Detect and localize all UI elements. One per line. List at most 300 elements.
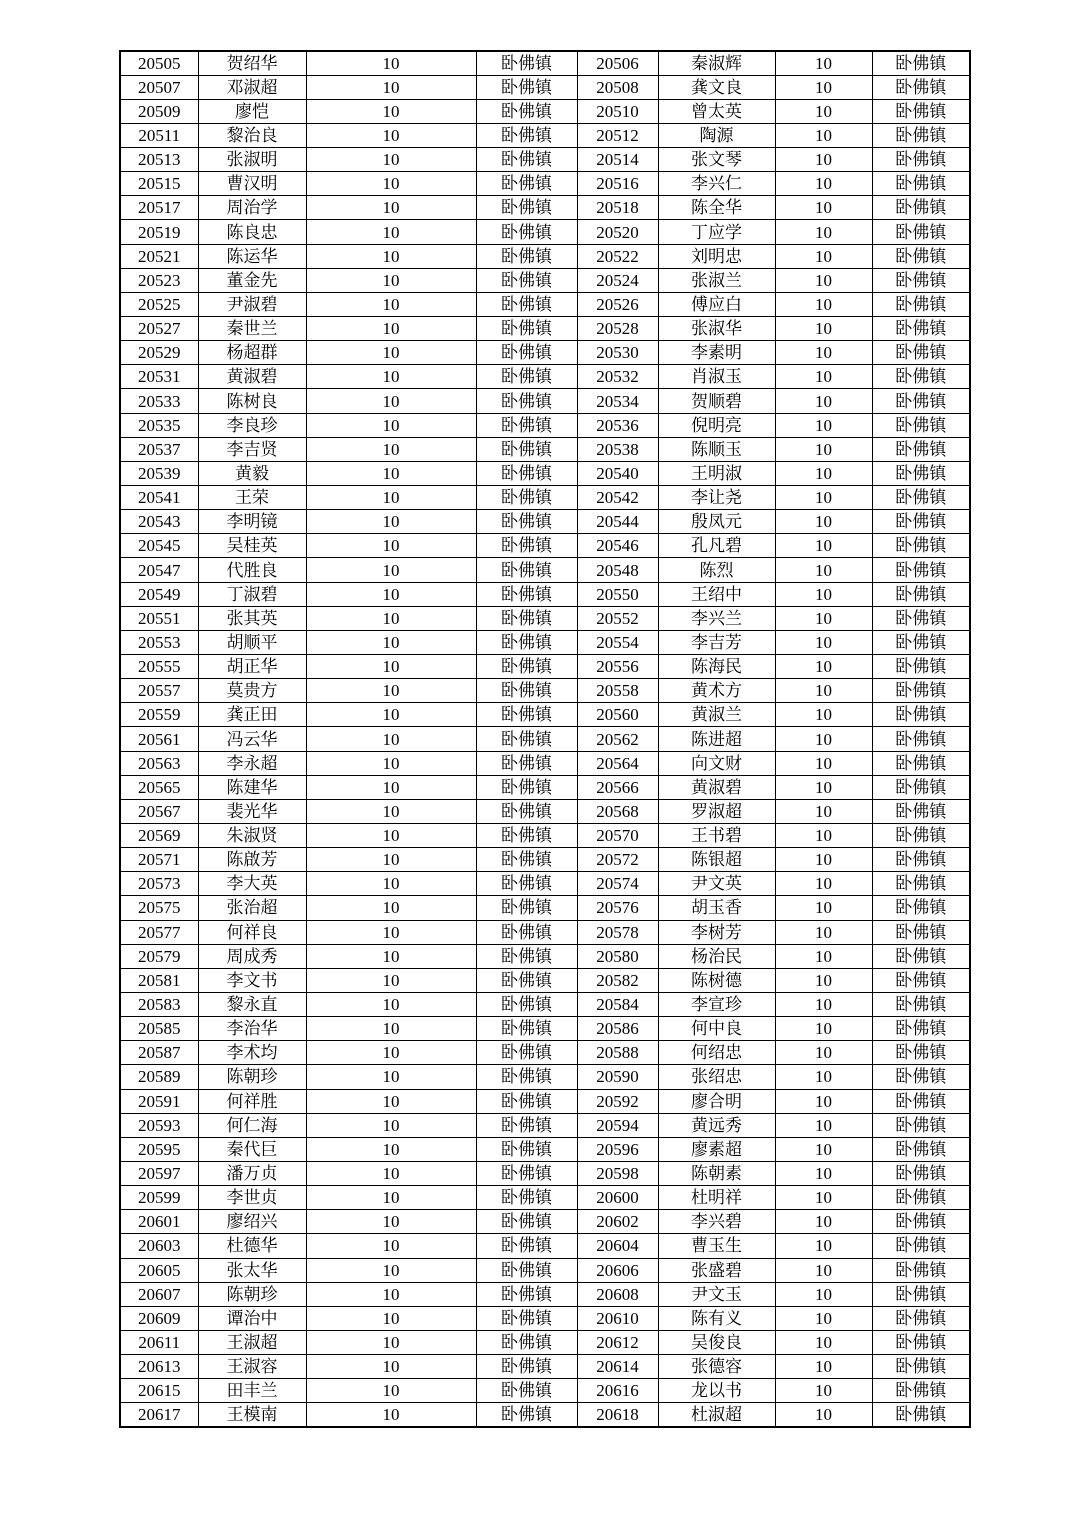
town-cell: 卧佛镇: [476, 1355, 577, 1379]
name-cell: 陈树良: [198, 389, 306, 413]
name-cell: 张太华: [198, 1258, 306, 1282]
name-cell: 龚正田: [198, 703, 306, 727]
town-cell: 卧佛镇: [476, 944, 577, 968]
amount-cell: 10: [306, 896, 476, 920]
table-row: [120, 413, 970, 437]
amount-cell: 10: [775, 268, 872, 292]
name-cell: 黄淑碧: [198, 365, 306, 389]
name-cell: 李树芳: [658, 920, 775, 944]
roster-table-body: [120, 51, 970, 1427]
amount-cell: 10: [775, 534, 872, 558]
name-cell: 李吉贤: [198, 437, 306, 461]
amount-cell: 10: [775, 679, 872, 703]
id-cell: 20527: [120, 317, 198, 341]
id-cell: 20540: [577, 461, 658, 485]
name-cell: 黄毅: [198, 461, 306, 485]
town-cell: 卧佛镇: [476, 1137, 577, 1161]
table-row: [120, 896, 970, 920]
id-cell: 20580: [577, 944, 658, 968]
table-row: [120, 1282, 970, 1306]
town-cell: 卧佛镇: [476, 1041, 577, 1065]
amount-cell: 10: [306, 292, 476, 316]
id-cell: 20561: [120, 727, 198, 751]
roster-table: [119, 50, 971, 1428]
name-cell: 李兴兰: [658, 606, 775, 630]
table-row: [120, 437, 970, 461]
amount-cell: 10: [775, 703, 872, 727]
town-cell: 卧佛镇: [872, 679, 970, 703]
town-cell: 卧佛镇: [872, 1282, 970, 1306]
name-cell: 裴光华: [198, 799, 306, 823]
name-cell: 杜德华: [198, 1234, 306, 1258]
id-cell: 20516: [577, 172, 658, 196]
amount-cell: 10: [775, 99, 872, 123]
name-cell: 黄淑碧: [658, 775, 775, 799]
amount-cell: 10: [306, 1306, 476, 1330]
town-cell: 卧佛镇: [872, 1355, 970, 1379]
id-cell: 20578: [577, 920, 658, 944]
town-cell: 卧佛镇: [476, 486, 577, 510]
town-cell: 卧佛镇: [476, 1258, 577, 1282]
table-row: [120, 365, 970, 389]
town-cell: 卧佛镇: [476, 51, 577, 75]
id-cell: 20613: [120, 1355, 198, 1379]
amount-cell: 10: [775, 244, 872, 268]
amount-cell: 10: [775, 123, 872, 147]
id-cell: 20512: [577, 123, 658, 147]
town-cell: 卧佛镇: [872, 1330, 970, 1354]
amount-cell: 10: [775, 1379, 872, 1403]
id-cell: 20505: [120, 51, 198, 75]
table-row: [120, 1258, 970, 1282]
town-cell: 卧佛镇: [872, 1065, 970, 1089]
amount-cell: 10: [306, 534, 476, 558]
amount-cell: 10: [775, 872, 872, 896]
name-cell: 曾太英: [658, 99, 775, 123]
name-cell: 莫贵方: [198, 679, 306, 703]
name-cell: 何绍忠: [658, 1041, 775, 1065]
id-cell: 20559: [120, 703, 198, 727]
amount-cell: 10: [306, 317, 476, 341]
name-cell: 潘万贞: [198, 1161, 306, 1185]
table-row: [120, 244, 970, 268]
town-cell: 卧佛镇: [476, 1330, 577, 1354]
amount-cell: 10: [306, 655, 476, 679]
name-cell: 胡正华: [198, 655, 306, 679]
name-cell: 李素明: [658, 341, 775, 365]
amount-cell: 10: [306, 1258, 476, 1282]
id-cell: 20506: [577, 51, 658, 75]
id-cell: 20600: [577, 1186, 658, 1210]
name-cell: 廖恺: [198, 99, 306, 123]
amount-cell: 10: [306, 630, 476, 654]
town-cell: 卧佛镇: [872, 558, 970, 582]
id-cell: 20542: [577, 486, 658, 510]
name-cell: 曹玉生: [658, 1234, 775, 1258]
town-cell: 卧佛镇: [872, 365, 970, 389]
name-cell: 丁淑碧: [198, 582, 306, 606]
id-cell: 20508: [577, 75, 658, 99]
town-cell: 卧佛镇: [872, 510, 970, 534]
id-cell: 20509: [120, 99, 198, 123]
town-cell: 卧佛镇: [476, 196, 577, 220]
town-cell: 卧佛镇: [476, 582, 577, 606]
name-cell: 陈有义: [658, 1306, 775, 1330]
name-cell: 曹汉明: [198, 172, 306, 196]
name-cell: 龚文良: [658, 75, 775, 99]
name-cell: 傅应白: [658, 292, 775, 316]
town-cell: 卧佛镇: [476, 99, 577, 123]
id-cell: 20581: [120, 968, 198, 992]
amount-cell: 10: [306, 1161, 476, 1185]
name-cell: 陈海民: [658, 655, 775, 679]
town-cell: 卧佛镇: [872, 727, 970, 751]
town-cell: 卧佛镇: [476, 1379, 577, 1403]
amount-cell: 10: [775, 630, 872, 654]
id-cell: 20567: [120, 799, 198, 823]
town-cell: 卧佛镇: [872, 606, 970, 630]
town-cell: 卧佛镇: [476, 292, 577, 316]
amount-cell: 10: [775, 1089, 872, 1113]
id-cell: 20546: [577, 534, 658, 558]
table-row: [120, 872, 970, 896]
amount-cell: 10: [775, 413, 872, 437]
id-cell: 20606: [577, 1258, 658, 1282]
name-cell: 贺顺碧: [658, 389, 775, 413]
town-cell: 卧佛镇: [476, 437, 577, 461]
id-cell: 20535: [120, 413, 198, 437]
name-cell: 杨超群: [198, 341, 306, 365]
id-cell: 20531: [120, 365, 198, 389]
town-cell: 卧佛镇: [476, 1306, 577, 1330]
id-cell: 20552: [577, 606, 658, 630]
id-cell: 20568: [577, 799, 658, 823]
name-cell: 陈进超: [658, 727, 775, 751]
name-cell: 朱淑贤: [198, 824, 306, 848]
amount-cell: 10: [306, 148, 476, 172]
amount-cell: 10: [775, 1306, 872, 1330]
name-cell: 董金先: [198, 268, 306, 292]
amount-cell: 10: [306, 1234, 476, 1258]
table-row: [120, 317, 970, 341]
id-cell: 20519: [120, 220, 198, 244]
name-cell: 向文财: [658, 751, 775, 775]
name-cell: 黄淑兰: [658, 703, 775, 727]
table-row: [120, 968, 970, 992]
town-cell: 卧佛镇: [476, 1403, 577, 1427]
id-cell: 20573: [120, 872, 198, 896]
amount-cell: 10: [306, 365, 476, 389]
amount-cell: 10: [775, 992, 872, 1016]
amount-cell: 10: [306, 1282, 476, 1306]
amount-cell: 10: [306, 486, 476, 510]
town-cell: 卧佛镇: [872, 1089, 970, 1113]
table-row: [120, 606, 970, 630]
amount-cell: 10: [306, 824, 476, 848]
amount-cell: 10: [775, 606, 872, 630]
name-cell: 廖绍兴: [198, 1210, 306, 1234]
id-cell: 20569: [120, 824, 198, 848]
town-cell: 卧佛镇: [872, 1210, 970, 1234]
name-cell: 周治学: [198, 196, 306, 220]
id-cell: 20589: [120, 1065, 198, 1089]
name-cell: 黄远秀: [658, 1113, 775, 1137]
table-row: [120, 510, 970, 534]
id-cell: 20614: [577, 1355, 658, 1379]
town-cell: 卧佛镇: [872, 1137, 970, 1161]
name-cell: 陈树德: [658, 968, 775, 992]
id-cell: 20562: [577, 727, 658, 751]
name-cell: 冯云华: [198, 727, 306, 751]
id-cell: 20520: [577, 220, 658, 244]
town-cell: 卧佛镇: [872, 123, 970, 147]
name-cell: 张盛碧: [658, 1258, 775, 1282]
town-cell: 卧佛镇: [476, 123, 577, 147]
amount-cell: 10: [306, 1355, 476, 1379]
town-cell: 卧佛镇: [872, 1161, 970, 1185]
name-cell: 殷凤元: [658, 510, 775, 534]
id-cell: 20517: [120, 196, 198, 220]
town-cell: 卧佛镇: [476, 679, 577, 703]
name-cell: 何中良: [658, 1017, 775, 1041]
name-cell: 胡顺平: [198, 630, 306, 654]
amount-cell: 10: [775, 751, 872, 775]
name-cell: 张文琴: [658, 148, 775, 172]
amount-cell: 10: [306, 75, 476, 99]
id-cell: 20534: [577, 389, 658, 413]
id-cell: 20599: [120, 1186, 198, 1210]
amount-cell: 10: [775, 486, 872, 510]
table-row: [120, 703, 970, 727]
name-cell: 贺绍华: [198, 51, 306, 75]
town-cell: 卧佛镇: [872, 775, 970, 799]
amount-cell: 10: [306, 582, 476, 606]
amount-cell: 10: [775, 220, 872, 244]
id-cell: 20608: [577, 1282, 658, 1306]
name-cell: 王书碧: [658, 824, 775, 848]
amount-cell: 10: [775, 1403, 872, 1427]
town-cell: 卧佛镇: [476, 365, 577, 389]
id-cell: 20611: [120, 1330, 198, 1354]
town-cell: 卧佛镇: [476, 1282, 577, 1306]
amount-cell: 10: [775, 1113, 872, 1137]
name-cell: 李吉芳: [658, 630, 775, 654]
table-row: [120, 534, 970, 558]
table-row: [120, 51, 970, 75]
name-cell: 张淑兰: [658, 268, 775, 292]
town-cell: 卧佛镇: [476, 848, 577, 872]
amount-cell: 10: [306, 389, 476, 413]
name-cell: 张淑明: [198, 148, 306, 172]
amount-cell: 10: [306, 848, 476, 872]
table-row: [120, 582, 970, 606]
amount-cell: 10: [306, 920, 476, 944]
amount-cell: 10: [306, 606, 476, 630]
table-row: [120, 196, 970, 220]
name-cell: 周成秀: [198, 944, 306, 968]
name-cell: 黎治良: [198, 123, 306, 147]
town-cell: 卧佛镇: [872, 848, 970, 872]
id-cell: 20602: [577, 1210, 658, 1234]
table-row: [120, 558, 970, 582]
id-cell: 20593: [120, 1113, 198, 1137]
town-cell: 卧佛镇: [872, 1306, 970, 1330]
town-cell: 卧佛镇: [476, 920, 577, 944]
table-row: [120, 1186, 970, 1210]
amount-cell: 10: [306, 679, 476, 703]
name-cell: 杜明祥: [658, 1186, 775, 1210]
id-cell: 20511: [120, 123, 198, 147]
town-cell: 卧佛镇: [476, 775, 577, 799]
id-cell: 20612: [577, 1330, 658, 1354]
name-cell: 陈全华: [658, 196, 775, 220]
town-cell: 卧佛镇: [872, 461, 970, 485]
amount-cell: 10: [775, 968, 872, 992]
table-row: [120, 75, 970, 99]
town-cell: 卧佛镇: [872, 196, 970, 220]
amount-cell: 10: [775, 1234, 872, 1258]
town-cell: 卧佛镇: [476, 1089, 577, 1113]
id-cell: 20576: [577, 896, 658, 920]
amount-cell: 10: [775, 727, 872, 751]
amount-cell: 10: [306, 1330, 476, 1354]
town-cell: 卧佛镇: [476, 896, 577, 920]
table-row: [120, 1306, 970, 1330]
amount-cell: 10: [775, 775, 872, 799]
town-cell: 卧佛镇: [476, 558, 577, 582]
id-cell: 20551: [120, 606, 198, 630]
amount-cell: 10: [306, 437, 476, 461]
table-row: [120, 655, 970, 679]
id-cell: 20547: [120, 558, 198, 582]
id-cell: 20537: [120, 437, 198, 461]
id-cell: 20583: [120, 992, 198, 1016]
town-cell: 卧佛镇: [476, 244, 577, 268]
amount-cell: 10: [775, 1330, 872, 1354]
name-cell: 李让尧: [658, 486, 775, 510]
table-row: [120, 461, 970, 485]
amount-cell: 10: [306, 1137, 476, 1161]
amount-cell: 10: [775, 437, 872, 461]
id-cell: 20572: [577, 848, 658, 872]
id-cell: 20515: [120, 172, 198, 196]
town-cell: 卧佛镇: [476, 268, 577, 292]
table-row: [120, 1137, 970, 1161]
amount-cell: 10: [775, 75, 872, 99]
town-cell: 卧佛镇: [476, 968, 577, 992]
town-cell: 卧佛镇: [872, 920, 970, 944]
name-cell: 李兴仁: [658, 172, 775, 196]
name-cell: 秦世兰: [198, 317, 306, 341]
id-cell: 20521: [120, 244, 198, 268]
amount-cell: 10: [775, 51, 872, 75]
amount-cell: 10: [775, 389, 872, 413]
town-cell: 卧佛镇: [872, 968, 970, 992]
town-cell: 卧佛镇: [872, 1041, 970, 1065]
amount-cell: 10: [775, 292, 872, 316]
id-cell: 20549: [120, 582, 198, 606]
amount-cell: 10: [306, 968, 476, 992]
name-cell: 王明淑: [658, 461, 775, 485]
town-cell: 卧佛镇: [872, 413, 970, 437]
town-cell: 卧佛镇: [476, 413, 577, 437]
table-row: [120, 172, 970, 196]
name-cell: 倪明亮: [658, 413, 775, 437]
name-cell: 李治华: [198, 1017, 306, 1041]
table-row: [120, 679, 970, 703]
table-row: [120, 1113, 970, 1137]
name-cell: 杜淑超: [658, 1403, 775, 1427]
name-cell: 田丰兰: [198, 1379, 306, 1403]
town-cell: 卧佛镇: [476, 1113, 577, 1137]
name-cell: 张治超: [198, 896, 306, 920]
town-cell: 卧佛镇: [872, 1113, 970, 1137]
town-cell: 卧佛镇: [872, 896, 970, 920]
amount-cell: 10: [775, 196, 872, 220]
town-cell: 卧佛镇: [476, 872, 577, 896]
town-cell: 卧佛镇: [476, 220, 577, 244]
town-cell: 卧佛镇: [872, 992, 970, 1016]
name-cell: 陈建华: [198, 775, 306, 799]
town-cell: 卧佛镇: [872, 655, 970, 679]
id-cell: 20557: [120, 679, 198, 703]
id-cell: 20524: [577, 268, 658, 292]
id-cell: 20605: [120, 1258, 198, 1282]
table-row: [120, 1379, 970, 1403]
town-cell: 卧佛镇: [476, 751, 577, 775]
name-cell: 黄术方: [658, 679, 775, 703]
amount-cell: 10: [775, 896, 872, 920]
name-cell: 代胜良: [198, 558, 306, 582]
table-row: [120, 1403, 970, 1427]
id-cell: 20571: [120, 848, 198, 872]
amount-cell: 10: [775, 582, 872, 606]
table-row: [120, 1017, 970, 1041]
town-cell: 卧佛镇: [476, 630, 577, 654]
name-cell: 陈银超: [658, 848, 775, 872]
table-row: [120, 1161, 970, 1185]
id-cell: 20617: [120, 1403, 198, 1427]
amount-cell: 10: [775, 172, 872, 196]
town-cell: 卧佛镇: [476, 606, 577, 630]
id-cell: 20544: [577, 510, 658, 534]
id-cell: 20529: [120, 341, 198, 365]
town-cell: 卧佛镇: [872, 220, 970, 244]
amount-cell: 10: [775, 341, 872, 365]
town-cell: 卧佛镇: [476, 655, 577, 679]
amount-cell: 10: [306, 51, 476, 75]
id-cell: 20564: [577, 751, 658, 775]
name-cell: 尹文英: [658, 872, 775, 896]
id-cell: 20553: [120, 630, 198, 654]
id-cell: 20541: [120, 486, 198, 510]
table-row: [120, 775, 970, 799]
town-cell: 卧佛镇: [476, 703, 577, 727]
amount-cell: 10: [775, 944, 872, 968]
id-cell: 20607: [120, 1282, 198, 1306]
amount-cell: 10: [306, 1089, 476, 1113]
id-cell: 20587: [120, 1041, 198, 1065]
id-cell: 20590: [577, 1065, 658, 1089]
id-cell: 20558: [577, 679, 658, 703]
town-cell: 卧佛镇: [872, 292, 970, 316]
name-cell: 秦代巨: [198, 1137, 306, 1161]
id-cell: 20582: [577, 968, 658, 992]
town-cell: 卧佛镇: [872, 944, 970, 968]
town-cell: 卧佛镇: [476, 799, 577, 823]
name-cell: 尹文玉: [658, 1282, 775, 1306]
id-cell: 20596: [577, 1137, 658, 1161]
